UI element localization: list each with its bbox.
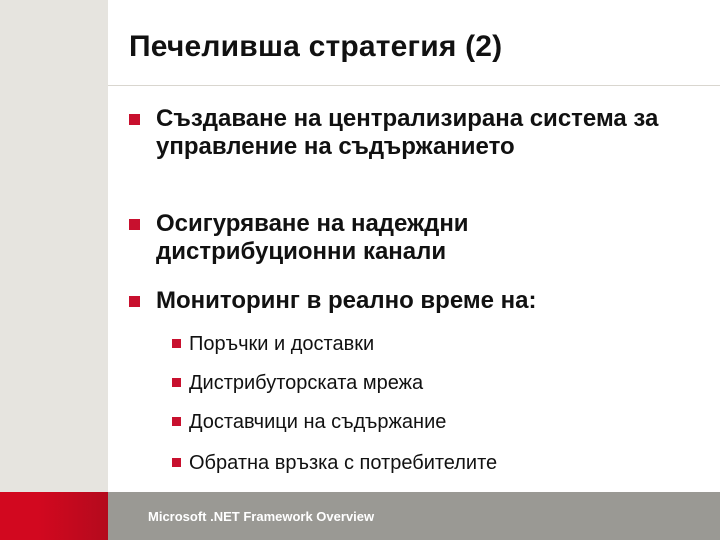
sub-bullet-text: Дистрибуторската мрежа	[189, 372, 424, 394]
square-bullet-icon	[172, 417, 181, 426]
sub-bullet-item	[172, 410, 692, 434]
sub-bullet-item	[172, 371, 692, 395]
bullet-text: Осигуряване на надеждни дистрибуционни канали	[156, 210, 469, 265]
bullet-text: Мониторинг в реално време на:	[156, 287, 537, 314]
bullet-item	[129, 105, 689, 161]
sub-bullet-item	[172, 332, 692, 356]
square-bullet-icon	[172, 458, 181, 467]
sub-bullet-text: Доставчици на съдържание	[189, 411, 447, 433]
footer-caption: Microsoft .NET Framework Overview	[148, 509, 375, 524]
square-bullet-icon	[172, 339, 181, 348]
square-bullet-icon	[172, 378, 181, 387]
square-bullet-icon	[129, 296, 140, 307]
bullet-item	[129, 210, 569, 266]
bullet-item	[129, 287, 689, 315]
sub-bullet-item	[172, 451, 692, 475]
sub-bullet-text: Обратна връзка с потребителите	[189, 452, 498, 474]
bullet-text: Създаване на централизирана система за управление на съдържанието	[156, 105, 659, 160]
sub-bullet-text: Поръчки и доставки	[189, 333, 375, 355]
footer-band	[0, 492, 720, 540]
left-sidebar-strip	[0, 0, 108, 492]
title-divider	[108, 85, 720, 86]
square-bullet-icon	[129, 114, 140, 125]
footer-accent-block	[0, 492, 108, 540]
slide-title: Печеливша стратегия (2)	[129, 30, 503, 63]
square-bullet-icon	[129, 219, 140, 230]
